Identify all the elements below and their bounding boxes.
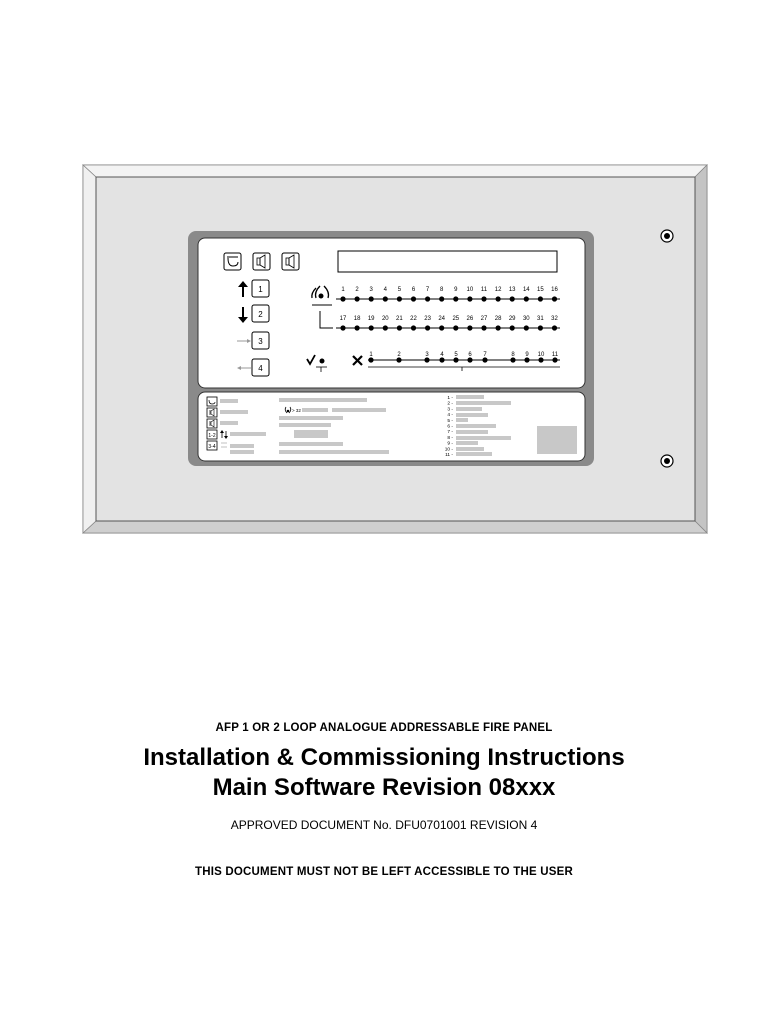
zone-led — [510, 296, 515, 301]
fault-led — [482, 357, 487, 362]
zone-led — [453, 296, 458, 301]
fault-number: 3 — [425, 352, 429, 358]
zone-number: 16 — [551, 287, 558, 293]
zone-number: 8 — [440, 287, 444, 293]
fault-led — [524, 357, 529, 362]
zone-led — [355, 296, 360, 301]
zone-led — [340, 325, 345, 330]
zone-number: 28 — [494, 316, 502, 322]
zone-led — [397, 325, 402, 330]
legend-number: 8 - — [447, 435, 453, 441]
fault-number: 5 — [454, 352, 458, 358]
label-key-3-4-text: 3-4 — [208, 444, 216, 450]
zone-number: 20 — [381, 316, 389, 322]
zone-number: 3 — [369, 287, 373, 293]
legend-number: 11 - — [445, 453, 453, 458]
fault-led — [538, 357, 543, 362]
zone-led — [524, 296, 529, 301]
zone-number: 6 — [411, 287, 416, 293]
zone-number: 2 — [355, 287, 359, 293]
key-button-label: 4 — [258, 364, 263, 373]
zone-led — [467, 296, 472, 301]
legend-number: 2 - — [447, 401, 453, 407]
zone-led — [467, 325, 472, 330]
screw-icon — [661, 230, 673, 242]
fault-led — [368, 357, 373, 362]
fault-number: 11 — [551, 352, 559, 358]
zone-number: 21 — [396, 316, 403, 322]
zone-led — [524, 325, 529, 330]
legend-number: 6 - — [447, 424, 453, 430]
zone-led — [425, 296, 430, 301]
zone-number: 4 — [383, 287, 387, 293]
fault-number: 4 — [440, 352, 444, 358]
approved-document-number: APPROVED DOCUMENT No. DFU0701001 REVISION 4 — [230, 818, 538, 832]
zone-number: 1 — [341, 287, 345, 293]
lcd-display — [338, 251, 557, 272]
zone-number: 7 — [425, 287, 430, 293]
zone-number: 32 — [551, 316, 558, 322]
zone-led — [383, 296, 388, 301]
fault-number: 2 — [397, 352, 401, 358]
legend-number: 10 - — [444, 447, 453, 453]
zone-led — [425, 325, 430, 330]
fault-led — [552, 357, 557, 362]
silence-button-icon — [224, 253, 241, 270]
key-button-label: 3 — [258, 337, 263, 346]
zone-led — [552, 296, 557, 301]
zone-number: 11 — [480, 287, 488, 293]
label-key-3-4 — [207, 441, 217, 450]
document-title-line-2: Main Software Revision 08xxx — [212, 774, 556, 801]
key-button-label: 1 — [258, 285, 263, 294]
zone-led — [496, 296, 501, 301]
zone-led — [538, 296, 543, 301]
legend-number: 3 - — [447, 407, 453, 413]
zone-led — [552, 325, 557, 330]
document-title-line-1: Installation & Commissioning Instructions — [143, 744, 625, 771]
zone-led — [538, 325, 543, 330]
zone-number: 23 — [424, 316, 431, 322]
fault-led — [453, 357, 458, 362]
zone-number: 31 — [537, 316, 544, 322]
fault-number: 10 — [537, 352, 545, 358]
zone-number: 14 — [522, 287, 530, 293]
zone-led — [355, 325, 360, 330]
document-subtitle: AFP 1 OR 2 LOOP ANALOGUE ADDRESSABLE FIRE PANEL — [215, 722, 553, 734]
zone-led — [411, 325, 416, 330]
fault-number: 6 — [468, 352, 472, 358]
zone-led — [340, 296, 345, 301]
zone-number: 27 — [480, 316, 488, 322]
access-warning: THIS DOCUMENT MUST NOT BE LEFT ACCESSIBLE TO THE USER — [195, 866, 573, 878]
legend-number: 9 - — [447, 441, 453, 447]
reset-button-icon — [282, 253, 299, 270]
zone-led — [496, 325, 501, 330]
zone-number: 5 — [397, 287, 402, 293]
zone-led — [369, 325, 374, 330]
fault-led — [467, 357, 472, 362]
label-reset-icon — [207, 419, 217, 428]
label-area — [198, 392, 585, 461]
fault-number: 8 — [511, 352, 515, 358]
zone-number: 17 — [339, 316, 347, 322]
legend-number: 5 - — [447, 418, 453, 424]
fault-led — [424, 357, 429, 362]
zone-led — [411, 296, 416, 301]
zone-number: 29 — [508, 316, 516, 322]
zone-led — [439, 296, 444, 301]
zone-number: 19 — [367, 316, 375, 322]
fault-number: 7 — [483, 352, 487, 358]
zone-led — [453, 325, 458, 330]
label-key-1-2-text: 1-2 — [208, 433, 216, 439]
zone-number: 22 — [410, 316, 417, 322]
fault-led — [510, 357, 515, 362]
label-key-1-2 — [207, 430, 217, 439]
zone-number: 30 — [522, 316, 530, 322]
zone-number: 18 — [353, 316, 361, 322]
zone-led — [510, 325, 515, 330]
zone-number: 25 — [452, 316, 460, 322]
screw-icon — [661, 455, 673, 467]
zone-number: 26 — [466, 316, 474, 322]
fault-led — [396, 357, 401, 362]
zone-led — [369, 296, 374, 301]
legend-number: 4 - — [447, 413, 453, 419]
zone-number: 9 — [454, 287, 458, 293]
key-button-label: 2 — [258, 310, 263, 319]
zone-number: 24 — [438, 316, 446, 322]
zone-led — [383, 325, 388, 330]
fault-number: 1 — [369, 352, 373, 358]
zone-led — [481, 296, 486, 301]
legend-number: 7 - — [447, 430, 453, 436]
mute-button-icon — [253, 253, 270, 270]
zone-number: 15 — [537, 287, 544, 293]
legend-number: 1 - — [447, 396, 453, 401]
zone-number: 12 — [494, 287, 502, 293]
fault-number: 9 — [525, 352, 529, 358]
label-arrow-text: > 32 — [292, 408, 301, 413]
zone-number: 13 — [508, 287, 516, 293]
label-silence-icon — [207, 397, 217, 406]
zone-led — [397, 296, 402, 301]
zone-number: 10 — [466, 287, 474, 293]
zone-led — [439, 325, 444, 330]
zone-led — [481, 325, 486, 330]
label-mute-icon — [207, 408, 217, 417]
fault-led — [439, 357, 444, 362]
